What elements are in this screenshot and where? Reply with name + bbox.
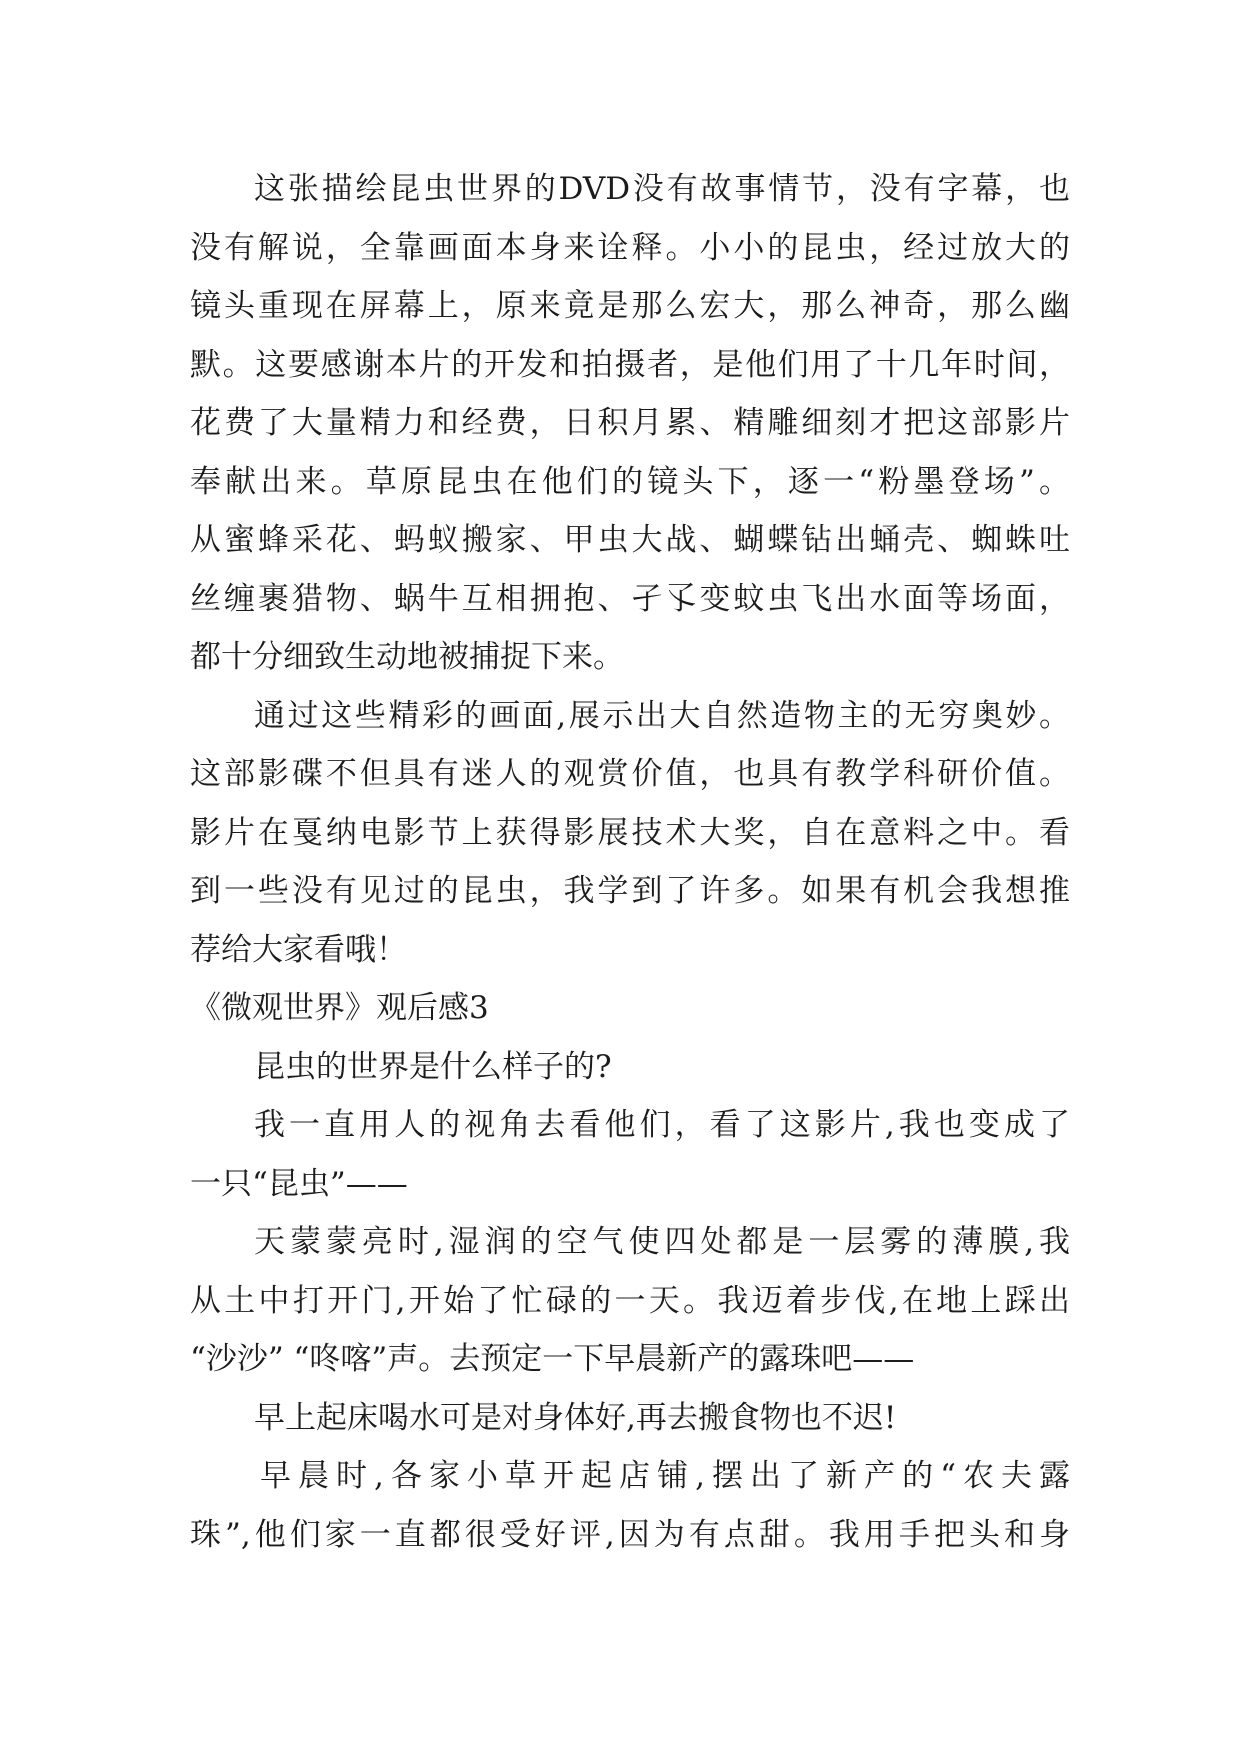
text-line: 我一直用人的视角去看他们，看了这影片,我也变成了 bbox=[254, 1107, 1070, 1143]
paragraph bbox=[190, 160, 1070, 687]
paragraph bbox=[190, 1213, 1070, 1389]
text-line: 一只“昆虫”—— bbox=[190, 1165, 408, 1202]
paragraph bbox=[190, 1096, 1070, 1213]
paragraph bbox=[190, 1389, 1070, 1448]
text-line: “沙沙” “咚喀”声。去预定一下早晨新产的露珠吧—— bbox=[190, 1341, 915, 1377]
text-line: 奉献出来。草原昆虫在他们的镜头下，逐一“粉墨登场”。 bbox=[190, 463, 1070, 500]
text-line: 从蜜蜂采花、蚂蚁搬家、甲虫大战、蝴蝶钻出蛹壳、蜘蛛吐 bbox=[190, 522, 1070, 558]
paragraph bbox=[190, 1038, 1070, 1097]
text-line: 默。这要感谢本片的开发和拍摄者，是他们用了十几年时间， bbox=[190, 346, 1070, 383]
text-line: 珠”,他们家一直都很受好评,因为有点甜。我用手把头和身 bbox=[190, 1516, 1070, 1553]
text-line: 天蒙蒙亮时,湿润的空气使四处都是一层雾的薄膜,我 bbox=[254, 1224, 1070, 1260]
text-line: 这部影碟不但具有迷人的观赏价值，也具有教学科研价值。 bbox=[190, 756, 1070, 792]
text-line: 昆虫的世界是什么样子的? bbox=[254, 1048, 612, 1085]
text-line: 影片在戛纳电影节上获得影展技术大奖，自在意料之中。看 bbox=[190, 814, 1070, 851]
text-line: 到一些没有见过的昆虫，我学到了许多。如果有机会我想推 bbox=[190, 873, 1070, 909]
text-line: 早晨时,各家小草开起店铺,摆出了新产的“农夫露 bbox=[260, 1458, 1070, 1494]
text-line: 荐给大家看哦！ bbox=[190, 931, 407, 968]
text-line: 早上起床喝水可是对身体好,再去搬食物也不迟! bbox=[254, 1399, 897, 1436]
paragraph bbox=[190, 687, 1070, 980]
text-line: 镜头重现在屏幕上，原来竟是那么宏大，那么神奇，那么幽 bbox=[190, 288, 1070, 324]
text-line: 这张描绘昆虫世界的DVD没有故事情节，没有字幕，也 bbox=[254, 171, 1070, 207]
text-line: 丝缠裹猎物、蜗牛互相拥抱、孑孓变蚊虫飞出水面等场面， bbox=[190, 580, 1070, 617]
document-body bbox=[190, 160, 1070, 1564]
text-line: 通过这些精彩的画面,展示出大自然造物主的无穷奥妙。 bbox=[254, 697, 1070, 734]
text-line: 从土中打开门,开始了忙碌的一天。我迈着步伐,在地上踩出 bbox=[190, 1282, 1070, 1319]
text-line: 都十分细致生动地被捕捉下来。 bbox=[190, 639, 624, 675]
paragraph bbox=[190, 1447, 1070, 1564]
text-line: 花费了大量精力和经费，日积月累、精雕细刻才把这部影片 bbox=[190, 405, 1070, 441]
section-heading: 《微观世界》观后感3 bbox=[190, 990, 489, 1026]
text-line: 没有解说，全靠画面本身来诠释。小小的昆虫，经过放大的 bbox=[190, 229, 1070, 266]
